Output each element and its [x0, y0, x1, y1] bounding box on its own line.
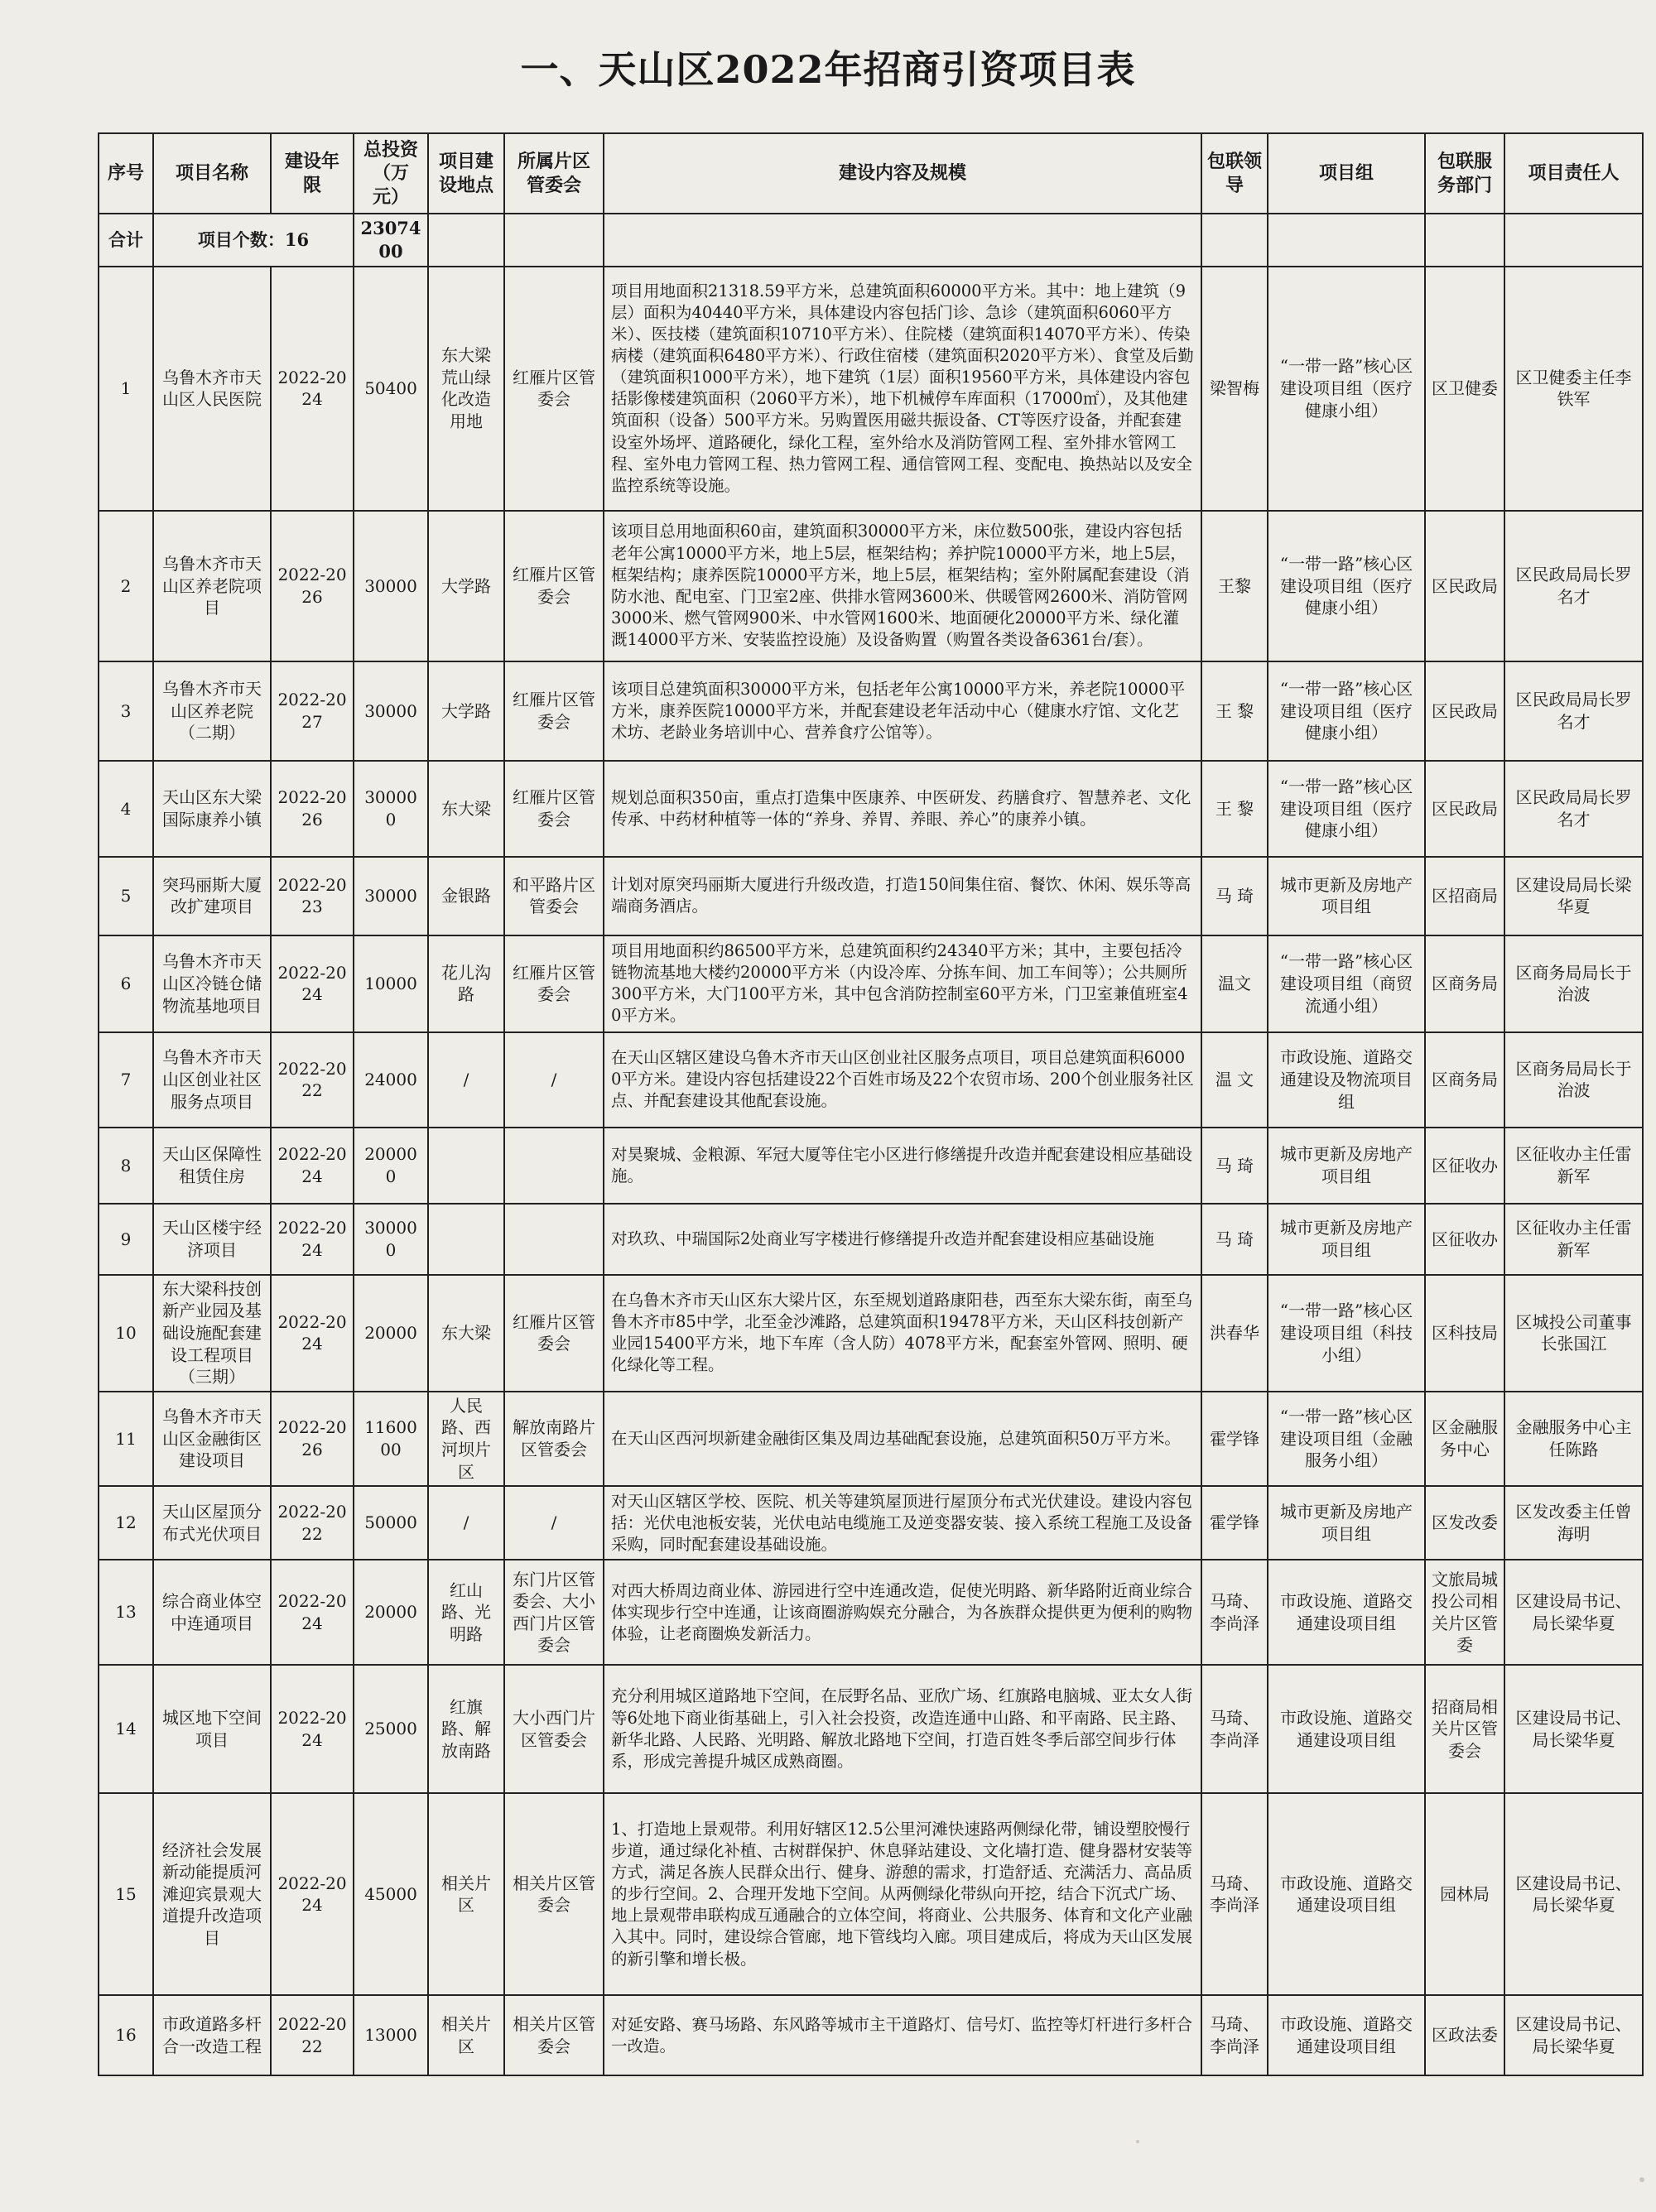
total-row: [99, 214, 1643, 267]
cell-name: 乌鲁木齐市天山区金融街区建设项目: [153, 1392, 271, 1486]
cell-dept: 区民政局: [1425, 661, 1504, 761]
cell-committee: /: [504, 1032, 604, 1128]
cell-dept: 区招商局: [1425, 857, 1504, 935]
cell-content: 规划总面积350亩，重点打造集中医康养、中医研发、药膳食疗、智慧养老、文化传承、中药材种植等一体的“养身、养胃、养眼、养心”的康养小镇。: [604, 761, 1201, 857]
cell-no: 5: [99, 857, 153, 935]
cell-name: 乌鲁木齐市天山区人民医院: [153, 267, 271, 511]
table-row: [99, 1032, 1643, 1128]
cell-group: 市政设施、道路交通建设及物流项目组: [1268, 1032, 1425, 1128]
table-row: [99, 761, 1643, 857]
cell-dept: 区征收办: [1425, 1128, 1504, 1204]
cell-dept: 区金融服务中心: [1425, 1392, 1504, 1486]
cell-no: 2: [99, 511, 153, 661]
cell-leader: 温文: [1201, 935, 1268, 1032]
cell-content: 项目用地面积约86500平方米，总建筑面积约24340平方米；其中，主要包括冷链物流基地大楼约20000平方米（内设冷库、分拣车间、加工车间等）；公共厕所300平方米，大门100平方米，其中包含消防控制室60平方米，门卫室兼值班室40平方米。: [604, 935, 1201, 1032]
cell-content: 对玖玖、中瑞国际2处商业写字楼进行修缮提升改造并配套建设相应基础设施: [604, 1204, 1201, 1275]
table-row: [99, 1995, 1643, 2075]
header-responsible: 项目责任人: [1504, 133, 1643, 214]
cell-years: 2022-2024: [271, 1128, 354, 1204]
cell-years: 2022-2024: [271, 1275, 354, 1392]
cell-dept: 区民政局: [1425, 511, 1504, 661]
header-years: 建设年限: [271, 133, 354, 214]
cell-group: “一带一路”核心区建设项目组（医疗健康小组）: [1268, 267, 1425, 511]
cell-location: 相关片区: [428, 1995, 504, 2075]
cell-responsible: 区民政局局长罗名才: [1504, 511, 1643, 661]
cell-group: 市政设施、道路交通建设项目组: [1268, 1995, 1425, 2075]
cell-name: 乌鲁木齐市天山区冷链仓储物流基地项目: [153, 935, 271, 1032]
cell-content: 对昊聚城、金粮源、军冠大厦等住宅小区进行修缮提升改造并配套建设相应基础设施。: [604, 1128, 1201, 1204]
total-empty: [1504, 214, 1643, 267]
cell-responsible: 区建设局书记、局长梁华夏: [1504, 1560, 1643, 1665]
cell-group: 城市更新及房地产项目组: [1268, 1486, 1425, 1560]
cell-investment: 13000: [354, 1995, 428, 2075]
cell-name: 经济社会发展新动能提质河滩迎宾景观大道提升改造项目: [153, 1793, 271, 1995]
cell-dept: 区商务局: [1425, 1032, 1504, 1128]
cell-location: 红山路、光明路: [428, 1560, 504, 1665]
cell-committee: /: [504, 1486, 604, 1560]
cell-location: 金银路: [428, 857, 504, 935]
table-row: [99, 857, 1643, 935]
cell-years: 2022-2024: [271, 1204, 354, 1275]
cell-dept: 区卫健委: [1425, 267, 1504, 511]
cell-no: 16: [99, 1995, 153, 2075]
project-table: [98, 132, 1644, 2076]
header-investment: 总投资（万元）: [354, 133, 428, 214]
cell-content: 在天山区西河坝新建金融街区集及周边基础配套设施，总建筑面积50万平方米。: [604, 1392, 1201, 1486]
cell-responsible: 区建设局书记、局长梁华夏: [1504, 1665, 1643, 1793]
cell-years: 2022-2026: [271, 511, 354, 661]
total-label: 合计: [99, 214, 153, 267]
cell-responsible: 区建设局书记、局长梁华夏: [1504, 1995, 1643, 2075]
cell-responsible: 区城投公司董事长张国江: [1504, 1275, 1643, 1392]
cell-name: 乌鲁木齐市天山区创业社区服务点项目: [153, 1032, 271, 1128]
scan-speck: [1136, 2140, 1139, 2143]
cell-committee: 相关片区管委会: [504, 1995, 604, 2075]
cell-location: 大学路: [428, 661, 504, 761]
cell-leader: 马琦、李尚泽: [1201, 1665, 1268, 1793]
cell-content: 充分利用城区道路地下空间，在辰野名品、亚欣广场、红旗路电脑城、亚太女人街等6处地下商业街基础上，引入社会投资，改造连通中山路、和平南路、民主路、新华北路、人民路、光明路、解放北路地下空间，打造百姓冬季后部空间步行体系，形成完善提升城区成熟商圈。: [604, 1665, 1201, 1793]
cell-group: “一带一路”核心区建设项目组（科技小组）: [1268, 1275, 1425, 1392]
cell-responsible: 区建设局局长梁华夏: [1504, 857, 1643, 935]
cell-name: 乌鲁木齐市天山区养老院项目: [153, 511, 271, 661]
header-dept: 包联服务部门: [1425, 133, 1504, 214]
table-row: [99, 1560, 1643, 1665]
cell-group: “一带一路”核心区建设项目组（医疗健康小组）: [1268, 761, 1425, 857]
cell-group: “一带一路”核心区建设项目组（医疗健康小组）: [1268, 511, 1425, 661]
total-empty: [1425, 214, 1504, 267]
cell-responsible: 区建设局书记、局长梁华夏: [1504, 1793, 1643, 1995]
total-count: 项目个数：16: [153, 214, 354, 267]
cell-committee: 红雁片区管委会: [504, 267, 604, 511]
cell-committee: 大小西门片区管委会: [504, 1665, 604, 1793]
cell-content: 在天山区辖区建设乌鲁木齐市天山区创业社区服务点项目，项目总建筑面积60000平方米。建设内容包括建设22个百姓市场及22个农贸市场、200个创业服务社区点、并配套建设其他配套设施。: [604, 1032, 1201, 1128]
cell-responsible: 区征收办主任雷新军: [1504, 1204, 1643, 1275]
cell-committee: 相关片区管委会: [504, 1793, 604, 1995]
cell-no: 13: [99, 1560, 153, 1665]
cell-dept: 区科技局: [1425, 1275, 1504, 1392]
cell-responsible: 区征收办主任雷新军: [1504, 1128, 1643, 1204]
cell-dept: 区商务局: [1425, 935, 1504, 1032]
cell-location: 花儿沟路: [428, 935, 504, 1032]
cell-content: 对延安路、赛马场路、东风路等城市主干道路灯、信号灯、监控等灯杆进行多杆合一改造。: [604, 1995, 1201, 2075]
cell-years: 2022-2022: [271, 1995, 354, 2075]
cell-no: 8: [99, 1128, 153, 1204]
cell-no: 10: [99, 1275, 153, 1392]
cell-dept: 区征收办: [1425, 1204, 1504, 1275]
cell-no: 3: [99, 661, 153, 761]
cell-leader: 马琦、李尚泽: [1201, 1793, 1268, 1995]
cell-group: 市政设施、道路交通建设项目组: [1268, 1560, 1425, 1665]
cell-location: 相关片区: [428, 1793, 504, 1995]
cell-leader: 霍学锋: [1201, 1392, 1268, 1486]
cell-location: 东大梁: [428, 1275, 504, 1392]
cell-investment: 30000: [354, 511, 428, 661]
header-committee: 所属片区管委会: [504, 133, 604, 214]
document-title: 一、天山区2022年招商引资项目表: [520, 47, 1136, 92]
header-name: 项目名称: [153, 133, 271, 214]
cell-committee: 红雁片区管委会: [504, 1275, 604, 1392]
cell-no: 4: [99, 761, 153, 857]
cell-content: 1、打造地上景观带。利用好辖区12.5公里河滩快速路两侧绿化带，铺设塑胶慢行步道，通过绿化补植、古树群保护、休息驿站建设、文化墙打造、健身器材安装等方式，满足各族人民群众出行、健身、游憩的需求，打造舒适、充满活力、高品质的步行空间。2、合理开发地下空间。从两侧绿化带纵向开挖，结合下沉式广场、地上景观带串联构成互通融合的立体空间，将商业、公共服务、体育和文化产业融入其中。同时，建设综合管廊，地下管线均入廊。项目建成后，将成为天山区发展的新引擎和增长极。: [604, 1793, 1201, 1995]
header-leader: 包联领导: [1201, 133, 1268, 214]
cell-group: 城市更新及房地产项目组: [1268, 857, 1425, 935]
cell-leader: 梁智梅: [1201, 267, 1268, 511]
cell-investment: 50400: [354, 267, 428, 511]
cell-leader: 王 黎: [1201, 761, 1268, 857]
cell-years: 2022-2027: [271, 661, 354, 761]
cell-location: 人民路、西河坝片区: [428, 1392, 504, 1486]
cell-responsible: 区商务局局长于治波: [1504, 935, 1643, 1032]
cell-leader: 马 琦: [1201, 857, 1268, 935]
cell-years: 2022-2023: [271, 857, 354, 935]
scan-speck: [1639, 2177, 1644, 2182]
cell-investment: 300000: [354, 1204, 428, 1275]
header-row: [99, 133, 1643, 214]
cell-location: [428, 1128, 504, 1204]
cell-content: 在乌鲁木齐市天山区东大梁片区，东至规划道路康阳巷，西至东大梁东街，南至乌鲁木齐市85中学，北至金沙滩路，总建筑面积19478平方米，天山区科技创新产业园15400平方米，地下车库（含人防）4078平方米，配套室外管网、照明、硬化绿化等工程。: [604, 1275, 1201, 1392]
cell-leader: 马 琦: [1201, 1204, 1268, 1275]
cell-content: 该项目总用地面积60亩，建筑面积30000平方米，床位数500张，建设内容包括老年公寓10000平方米，地上5层，框架结构；养护院10000平方米，地上5层，框架结构；康养医院10000平方米，地上5层，框架结构；室外附属配套建设（消防水池、配电室、门卫室2座、供排水管网3600米、供暖管网2600米、消防管网3000米、燃气管网900米、中水管网1600米、地面硬化20000平方米、绿化灌溉14000平方米、安装监控设施）及设备购置（购置各类设备6361台/套）。: [604, 511, 1201, 661]
cell-no: 6: [99, 935, 153, 1032]
table-row: [99, 935, 1643, 1032]
cell-dept: 招商局相关片区管委会: [1425, 1665, 1504, 1793]
total-empty: [604, 214, 1201, 267]
cell-investment: 10000: [354, 935, 428, 1032]
table-row: [99, 1665, 1643, 1793]
header-content: 建设内容及规模: [604, 133, 1201, 214]
cell-years: 2022-2026: [271, 761, 354, 857]
cell-location: 东大梁: [428, 761, 504, 857]
table-row: [99, 1392, 1643, 1486]
cell-leader: 马 琦: [1201, 1128, 1268, 1204]
cell-dept: 文旅局城投公司相关片区管委: [1425, 1560, 1504, 1665]
total-empty: [428, 214, 504, 267]
cell-no: 7: [99, 1032, 153, 1128]
cell-years: 2022-2024: [271, 1665, 354, 1793]
cell-years: 2022-2024: [271, 935, 354, 1032]
cell-committee: 红雁片区管委会: [504, 661, 604, 761]
cell-leader: 霍学锋: [1201, 1486, 1268, 1560]
cell-leader: 王黎: [1201, 511, 1268, 661]
cell-investment: 20000: [354, 1275, 428, 1392]
table-row: [99, 1275, 1643, 1392]
cell-years: 2022-2024: [271, 267, 354, 511]
cell-name: 天山区屋顶分布式光伏项目: [153, 1486, 271, 1560]
table-row: [99, 1486, 1643, 1560]
cell-name: 市政道路多杆合一改造工程: [153, 1995, 271, 2075]
cell-dept: 园林局: [1425, 1793, 1504, 1995]
cell-investment: 45000: [354, 1793, 428, 1995]
cell-committee: 和平路片区管委会: [504, 857, 604, 935]
total-investment: 2307400: [354, 214, 428, 267]
cell-name: 天山区东大梁国际康养小镇: [153, 761, 271, 857]
cell-name: 乌鲁木齐市天山区养老院（二期）: [153, 661, 271, 761]
cell-group: “一带一路”核心区建设项目组（金融服务小组）: [1268, 1392, 1425, 1486]
cell-responsible: 区民政局局长罗名才: [1504, 661, 1643, 761]
cell-years: 2022-2022: [271, 1486, 354, 1560]
cell-leader: 洪春华: [1201, 1275, 1268, 1392]
cell-years: 2022-2024: [271, 1560, 354, 1665]
total-empty: [504, 214, 604, 267]
cell-dept: 区发改委: [1425, 1486, 1504, 1560]
cell-investment: 50000: [354, 1486, 428, 1560]
cell-no: 14: [99, 1665, 153, 1793]
cell-committee: [504, 1204, 604, 1275]
cell-committee: 东门片区管委会、大小西门片区管委会: [504, 1560, 604, 1665]
cell-responsible: 区商务局局长于治波: [1504, 1032, 1643, 1128]
cell-years: 2022-2024: [271, 1793, 354, 1995]
header-location: 项目建设地点: [428, 133, 504, 214]
cell-dept: 区政法委: [1425, 1995, 1504, 2075]
table-row: [99, 511, 1643, 661]
header-group: 项目组: [1268, 133, 1425, 214]
cell-location: 东大梁荒山绿化改造用地: [428, 267, 504, 511]
cell-leader: 马琦、李尚泽: [1201, 1560, 1268, 1665]
cell-name: 东大梁科技创新产业园及基础设施配套建设工程项目（三期）: [153, 1275, 271, 1392]
cell-name: 天山区楼宇经济项目: [153, 1204, 271, 1275]
cell-content: 项目用地面积21318.59平方米，总建筑面积60000平方米。其中：地上建筑（9层）面积为40440平方米，具体建设内容包括门诊、急诊（建筑面积6060平方米）、医技楼（建筑面积10710平方米）、住院楼（建筑面积14070平方米）、传染病楼（建筑面积6480平方米）、行政住宿楼（建筑面积2020平方米）、食堂及后勤（建筑面积1000平方米），地下建筑（1层）面积19560平方米，具体建设内容包括影像楼建筑面积（2060平方米），地下机械停车库面积（17000㎡），及其他建筑面积（设备）500平方米。另购置医用磁共振设备、CT等医疗设备，并配套建设室外场坪、道路硬化，绿化工程，室外给水及消防管网工程、室外排水管网工程、室外电力管网工程、热力管网工程、通信管网工程、变配电、换热站以及安全监控系统等设施。: [604, 267, 1201, 511]
cell-responsible: 区民政局局长罗名才: [1504, 761, 1643, 857]
cell-group: 城市更新及房地产项目组: [1268, 1128, 1425, 1204]
cell-investment: 24000: [354, 1032, 428, 1128]
table-row: [99, 1128, 1643, 1204]
header-no: 序号: [99, 133, 153, 214]
cell-content: 对天山区辖区学校、医院、机关等建筑屋顶进行屋顶分布式光伏建设。建设内容包括：光伏电池板安装，光伏电站电缆施工及逆变器安装、接入系统工程施工及设备采购，同时配套建设基础设施。: [604, 1486, 1201, 1560]
cell-group: 市政设施、道路交通建设项目组: [1268, 1665, 1425, 1793]
cell-name: 城区地下空间项目: [153, 1665, 271, 1793]
cell-responsible: 金融服务中心主任陈路: [1504, 1392, 1643, 1486]
cell-years: 2022-2022: [271, 1032, 354, 1128]
cell-committee: 红雁片区管委会: [504, 761, 604, 857]
cell-name: 突玛丽斯大厦改扩建项目: [153, 857, 271, 935]
cell-group: 市政设施、道路交通建设项目组: [1268, 1793, 1425, 1995]
cell-no: 9: [99, 1204, 153, 1275]
cell-committee: 解放南路片区管委会: [504, 1392, 604, 1486]
table-row: [99, 661, 1643, 761]
cell-location: /: [428, 1486, 504, 1560]
cell-location: [428, 1204, 504, 1275]
cell-investment: 30000: [354, 857, 428, 935]
cell-committee: 红雁片区管委会: [504, 511, 604, 661]
cell-content: 计划对原突玛丽斯大厦进行升级改造，打造150间集住宿、餐饮、休闲、娱乐等高端商务酒店。: [604, 857, 1201, 935]
total-empty: [1268, 214, 1425, 267]
cell-no: 15: [99, 1793, 153, 1995]
cell-responsible: 区卫健委主任李铁军: [1504, 267, 1643, 511]
table-row: [99, 1204, 1643, 1275]
cell-location: 红旗路、解放南路: [428, 1665, 504, 1793]
cell-leader: 温 文: [1201, 1032, 1268, 1128]
cell-investment: 30000: [354, 661, 428, 761]
cell-investment: 20000: [354, 1560, 428, 1665]
cell-content: 该项目总建筑面积30000平方米，包括老年公寓10000平方米，养老院10000平方米，康养医院10000平方米，并配套建设老年活动中心（健康水疗馆、文化艺术坊、老龄业务培训中心、营养食疗公馆等）。: [604, 661, 1201, 761]
cell-committee: [504, 1128, 604, 1204]
cell-dept: 区民政局: [1425, 761, 1504, 857]
table-row: [99, 1793, 1643, 1995]
cell-group: 城市更新及房地产项目组: [1268, 1204, 1425, 1275]
table-row: [99, 267, 1643, 511]
cell-investment: 1160000: [354, 1392, 428, 1486]
cell-no: 12: [99, 1486, 153, 1560]
cell-years: 2022-2026: [271, 1392, 354, 1486]
cell-leader: 王 黎: [1201, 661, 1268, 761]
cell-leader: 马琦、李尚泽: [1201, 1995, 1268, 2075]
cell-responsible: 区发改委主任曾海明: [1504, 1486, 1643, 1560]
cell-name: 综合商业体空中连通项目: [153, 1560, 271, 1665]
cell-location: 大学路: [428, 511, 504, 661]
cell-investment: 200000: [354, 1128, 428, 1204]
cell-investment: 300000: [354, 761, 428, 857]
cell-content: 对西大桥周边商业体、游园进行空中连通改造，促使光明路、新华路附近商业综合体实现步行空中连通，让该商圈游购娱充分融合，为各族群众提供更为便利的购物体验，让老商圈焕发新活力。: [604, 1560, 1201, 1665]
cell-no: 11: [99, 1392, 153, 1486]
cell-location: /: [428, 1032, 504, 1128]
total-empty: [1201, 214, 1268, 267]
cell-name: 天山区保障性租赁住房: [153, 1128, 271, 1204]
cell-no: 1: [99, 267, 153, 511]
cell-group: “一带一路”核心区建设项目组（商贸流通小组）: [1268, 935, 1425, 1032]
cell-group: “一带一路”核心区建设项目组（医疗健康小组）: [1268, 661, 1425, 761]
cell-committee: 红雁片区管委会: [504, 935, 604, 1032]
cell-investment: 25000: [354, 1665, 428, 1793]
